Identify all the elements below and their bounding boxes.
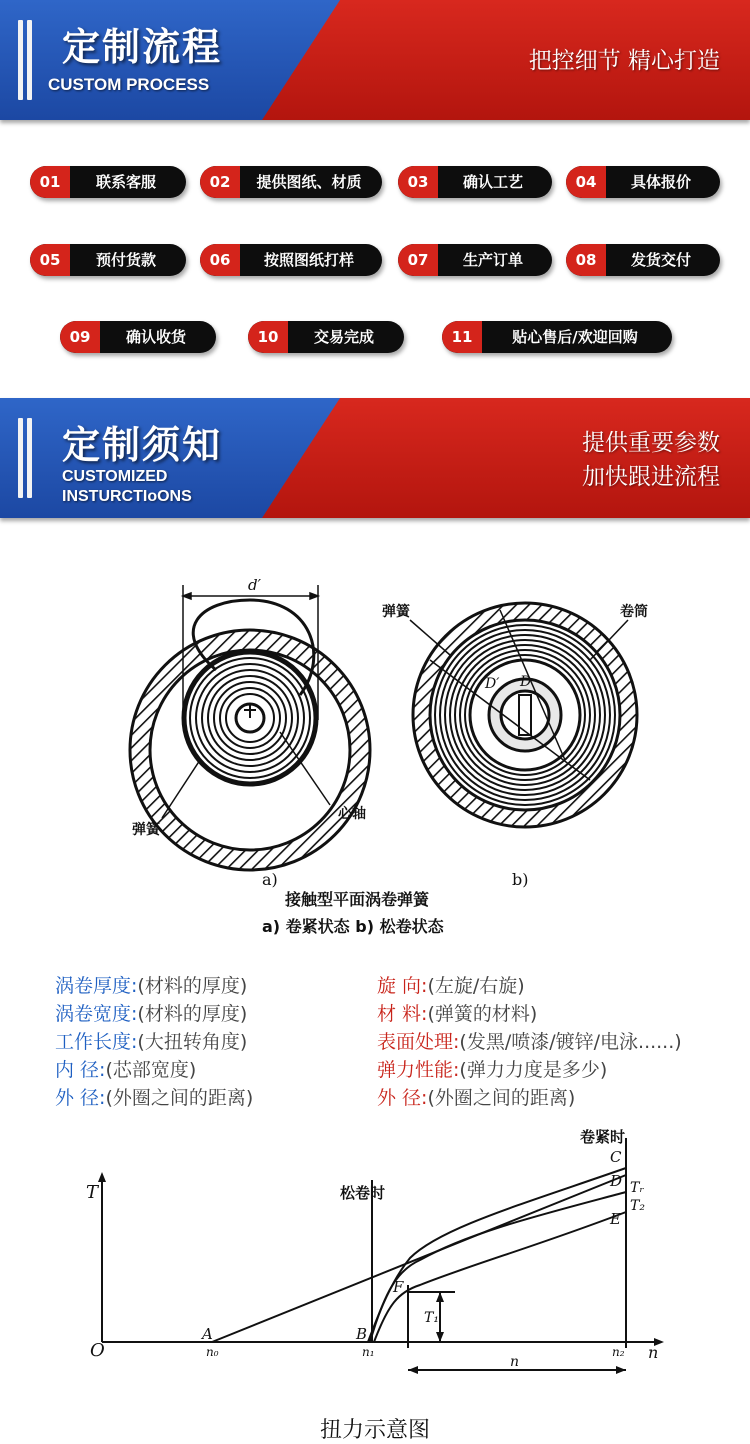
param-left-4: 内 径:(芯部宽度) [55,1059,197,1081]
drum-a [130,630,370,870]
step-label: 具体报价 [630,173,691,191]
tag-b: b) [512,870,529,889]
step-01 [30,166,186,198]
step-09 [60,321,216,353]
point-C: C [610,1148,622,1166]
param-right-3: 表面处理:(发黑/喷漆/镀锌/电泳......) [377,1031,682,1053]
param-right-4: 弹力性能:(弹力力度是多少) [377,1059,608,1081]
section-subtitle: CUSTOM PROCESS [48,75,210,94]
param-left-1: 涡卷厚度:(材料的厚度) [55,975,248,997]
banner-double-bar-icon [18,418,32,498]
step-label: 发货交付 [630,251,691,269]
param-right-2: 材 料:(弹簧的材料) [377,1003,538,1025]
step-label: 预付货款 [95,251,156,269]
step-number: 05 [30,244,70,276]
tick-n1: n₁ [362,1345,375,1359]
section-subtitle-line1: CUSTOMIZED [62,468,168,485]
axis-T: T [86,1182,99,1203]
step-label: 提供图纸、材质 [256,173,362,191]
step-11 [442,321,672,353]
param-left-3: 工作长度:(大扭转角度) [55,1031,248,1053]
section-slogan-line2: 加快跟进流程 [582,464,720,490]
label-T2: T₂ [630,1198,645,1214]
step-label: 联系客服 [95,173,156,191]
origin-O: O [90,1340,105,1361]
torque-diagram-caption: 扭力示意图 [319,1418,430,1443]
label-D-prime: D′ [485,676,500,692]
label-D: D [520,674,532,690]
step-04 [566,166,720,198]
point-A: A [202,1325,213,1343]
step-number: 03 [398,166,438,198]
step-label: 贴心售后/欢迎回购 [512,328,638,346]
label-axis: 心轴 [338,806,366,822]
step-label: 按照图纸打样 [263,251,354,269]
label-Tr: Tᵣ [630,1180,645,1196]
step-number: 06 [200,244,240,276]
step-07 [398,244,552,276]
tick-n0: n₀ [206,1345,219,1359]
label-T1: T₁ [424,1310,439,1326]
param-left-2: 涡卷宽度:(材料的厚度) [55,1003,248,1025]
step-label: 确认收货 [125,328,186,346]
step-number: 02 [200,166,240,198]
torque-diagram-svg [0,1120,750,1410]
param-left-5: 外 径:(外圈之间的距离) [55,1087,254,1109]
tick-n2: n₂ [612,1345,625,1359]
point-E: E [610,1210,621,1228]
figure-caption-line2: a) 卷紧状态 b) 松卷状态 [262,917,444,936]
section-title: 定制流程 [62,25,223,69]
step-label: 交易完成 [313,328,374,346]
custom-process-banner [0,0,750,120]
step-number: 04 [566,166,606,198]
step-number: 08 [566,244,606,276]
label-tight: 卷紧时 [580,1128,626,1146]
span-n: n [510,1354,520,1370]
param-right-5: 外 径:(外圈之间的距离) [377,1087,576,1109]
label-spring-b: 弹簧 [382,604,410,620]
section-slogan: 把控细节 精心打造 [528,48,720,74]
section-slogan-line1: 提供重要参数 [582,430,720,456]
step-number: 10 [248,321,288,353]
custom-instructions-banner [0,398,750,518]
label-d-prime: d′ [248,576,262,594]
torque-curves [212,1168,626,1370]
step-08 [566,244,720,276]
step-number: 11 [442,321,482,353]
point-F: F [393,1278,404,1296]
spring-diagram [0,560,750,955]
torque-diagram [0,1120,750,1410]
step-05 [30,244,186,276]
axis-n: n [648,1343,659,1362]
step-10 [248,321,404,353]
spring-diagram-svg [0,560,750,955]
point-D: D [610,1172,623,1190]
point-B: B [356,1325,368,1343]
step-03 [398,166,552,198]
step-number: 07 [398,244,438,276]
param-right-1: 旋 向:(左旋/右旋) [377,975,525,997]
banner-double-bar-icon [18,20,32,100]
section-title: 定制须知 [62,423,223,467]
step-label: 生产订单 [462,251,523,269]
step-number: 09 [60,321,100,353]
step-02 [200,166,382,198]
label-spring-a: 弹簧 [132,822,160,838]
step-number: 01 [30,166,70,198]
tag-a: a) [262,870,278,889]
step-06 [200,244,382,276]
torque-axes [102,1138,660,1348]
label-loose: 松卷时 [340,1184,386,1202]
figure-caption-line1: 接触型平面涡卷弹簧 [285,890,430,909]
step-label: 确认工艺 [462,173,523,191]
label-drum: 卷筒 [620,604,648,620]
section-subtitle-line2: INSTURCTIoONS [62,488,192,505]
